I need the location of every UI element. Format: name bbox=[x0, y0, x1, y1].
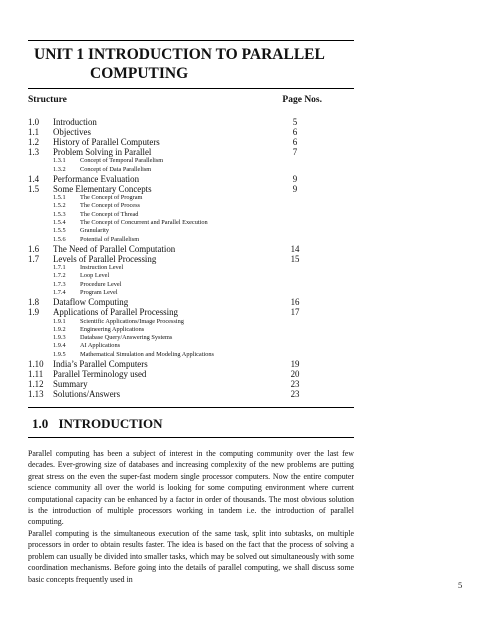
toc-number: 1.5.1 bbox=[53, 194, 66, 202]
toc-page-number: 20 bbox=[290, 369, 300, 380]
top-rule bbox=[28, 40, 354, 41]
toc-number: 1.4 bbox=[28, 173, 40, 184]
toc-number: 1.9.1 bbox=[53, 317, 66, 325]
toc-page-number: 14 bbox=[290, 243, 300, 254]
toc-number: 1.9.4 bbox=[53, 342, 66, 350]
toc-number: 1.10 bbox=[28, 358, 44, 369]
toc-title: Summary bbox=[53, 379, 88, 390]
toc-number: 1.0 bbox=[28, 117, 40, 127]
table-of-contents bbox=[28, 117, 322, 399]
toc-title: Applications of Parallel Processing bbox=[53, 307, 178, 318]
toc-title: Dataflow Computing bbox=[53, 297, 129, 308]
toc-bottom-rule bbox=[28, 407, 354, 408]
toc-page-number: 23 bbox=[290, 379, 300, 390]
toc-title: Potential of Parallelism bbox=[80, 235, 140, 243]
toc-number: 1.9.3 bbox=[53, 334, 66, 342]
toc-number: 1.7 bbox=[28, 254, 40, 265]
toc-number: 1.5.6 bbox=[53, 235, 66, 243]
unit-title-line-1: UNIT 1 INTRODUCTION TO PARALLEL bbox=[34, 46, 325, 63]
toc-page-number: 9 bbox=[292, 173, 298, 184]
paragraph-1: Parallel computing has been a subject of interest in the computing community over the last few decades. Ever-growing size of databases and increasing complexity of the new problems are putting great stress on the even the super-fast modern single processor computers. Now the entire computer science community all over the world is looking for some computing environment where current computational capacity can be enhanced by a factor in order of thousands. The most obvious solution is the introduction of multiple processors working in tandem i.e. the introduction of parallel computing. bbox=[28, 449, 354, 527]
toc-title: Program Level bbox=[80, 289, 118, 297]
structure-header bbox=[28, 95, 322, 105]
toc-title: Performance Evaluation bbox=[53, 173, 140, 184]
toc-page-number: 7 bbox=[292, 147, 298, 158]
toc-entry bbox=[28, 369, 322, 379]
toc-title: The Concept of Concurrent and Parallel Execution bbox=[80, 219, 208, 227]
toc-number: 1.9.2 bbox=[53, 325, 66, 333]
toc-subentry bbox=[28, 264, 322, 272]
toc-title: AI Applications bbox=[80, 342, 121, 350]
toc-page-number: 6 bbox=[292, 127, 298, 138]
toc-title: Problem Solving in Parallel bbox=[53, 147, 152, 158]
toc-entry bbox=[28, 137, 322, 147]
toc-title: History of Parallel Computers bbox=[53, 137, 160, 148]
toc-number: 1.3.2 bbox=[53, 165, 66, 173]
toc-subentry bbox=[28, 236, 322, 244]
toc-number: 1.5.3 bbox=[53, 210, 66, 218]
toc-number: 1.9.5 bbox=[53, 350, 66, 358]
toc-number: 1.5.2 bbox=[53, 202, 66, 210]
toc-entry bbox=[28, 127, 322, 137]
page-nos-heading: Page Nos. bbox=[282, 95, 322, 105]
toc-page-number: 5 bbox=[292, 117, 298, 127]
unit-title bbox=[34, 45, 354, 83]
toc-page-number: 23 bbox=[290, 389, 300, 400]
toc-title: Introduction bbox=[53, 117, 97, 127]
toc-number: 1.5.5 bbox=[53, 227, 66, 235]
toc-subentry bbox=[28, 219, 322, 227]
toc-subentry bbox=[28, 194, 322, 202]
toc-entry bbox=[28, 359, 322, 369]
toc-page-number: 16 bbox=[290, 297, 300, 308]
section-heading: 1.0 INTRODUCTION bbox=[32, 416, 163, 431]
toc-subentry bbox=[28, 342, 322, 350]
toc-subentry bbox=[28, 334, 322, 342]
toc-title: Procedure Level bbox=[80, 280, 122, 288]
toc-entry bbox=[28, 117, 322, 127]
toc-page-number: 15 bbox=[290, 254, 300, 265]
toc-number: 1.7.2 bbox=[53, 272, 66, 280]
toc-number: 1.7.1 bbox=[53, 264, 66, 272]
toc-number: 1.2 bbox=[28, 137, 40, 148]
toc-number: 1.7.4 bbox=[53, 289, 66, 297]
heading-bottom-rule bbox=[28, 437, 354, 438]
toc-title: India’s Parallel Computers bbox=[53, 358, 148, 369]
toc-entry bbox=[28, 254, 322, 264]
toc-title: Scientific Applications/Image Processing bbox=[80, 317, 184, 325]
toc-number: 1.1 bbox=[28, 127, 40, 138]
toc-title: Solutions/Answers bbox=[53, 389, 121, 400]
toc-title: The Concept of Program bbox=[80, 194, 143, 202]
toc-subentry bbox=[28, 211, 322, 219]
toc-entry bbox=[28, 174, 322, 184]
toc-title: Mathematical Simulation and Modeling Applications bbox=[80, 350, 214, 358]
toc-title: Concept of Temporal Parallelism bbox=[80, 157, 164, 165]
toc-title: Some Elementary Concepts bbox=[53, 184, 152, 195]
toc-title: The Need of Parallel Computation bbox=[53, 243, 176, 254]
paragraph-2: Parallel computing is the simultaneous execution of the same task, split into subtasks, on multiple processors in order to obtain results faster. The idea is based on the fact that the process of solving a problem can usually be divided into smaller tasks, which may be solved out simultaneously with some coordination mechanisms. Before going into the details of parallel computing, we shall discuss some basic concepts frequently used in bbox=[28, 529, 354, 584]
toc-page-number: 6 bbox=[292, 137, 298, 148]
unit-title-line-2: COMPUTING bbox=[90, 65, 189, 82]
toc-title: Database Query/Answering Systems bbox=[80, 334, 173, 342]
toc-title: Granularity bbox=[80, 227, 110, 235]
toc-subentry bbox=[28, 351, 322, 359]
toc-subentry bbox=[28, 272, 322, 280]
toc-title: The Concept of Thread bbox=[80, 210, 139, 218]
toc-title: Levels of Parallel Processing bbox=[53, 254, 157, 265]
toc-subentry bbox=[28, 326, 322, 334]
toc-number: 1.8 bbox=[28, 297, 40, 308]
toc-number: 1.3.1 bbox=[53, 157, 66, 165]
toc-entry bbox=[28, 379, 322, 389]
toc-title: Engineering Applications bbox=[80, 325, 145, 333]
toc-number: 1.7.3 bbox=[53, 280, 66, 288]
toc-number: 1.6 bbox=[28, 243, 40, 254]
toc-number: 1.3 bbox=[28, 147, 40, 158]
toc-number: 1.5.4 bbox=[53, 219, 66, 227]
toc-subentry bbox=[28, 202, 322, 210]
toc-title: The Concept of Process bbox=[80, 202, 140, 210]
toc-entry bbox=[28, 389, 322, 399]
toc-entry bbox=[28, 297, 322, 307]
toc-subentry bbox=[28, 281, 322, 289]
toc-subentry bbox=[28, 318, 322, 326]
toc-title: Loop Level bbox=[80, 272, 110, 280]
toc-title: Concept of Data Parallelism bbox=[80, 165, 152, 173]
toc-page-number: 9 bbox=[292, 184, 298, 195]
toc-number: 1.13 bbox=[28, 389, 44, 400]
toc-entry bbox=[28, 184, 322, 194]
toc-entry bbox=[28, 307, 322, 317]
page-number: 5 bbox=[458, 580, 463, 590]
toc-subentry bbox=[28, 227, 322, 235]
toc-page-number: 19 bbox=[290, 358, 300, 369]
toc-subentry bbox=[28, 166, 322, 174]
structure-heading: Structure bbox=[28, 95, 67, 105]
toc-entry bbox=[28, 244, 322, 254]
toc-entry bbox=[28, 147, 322, 157]
toc-number: 1.5 bbox=[28, 184, 40, 195]
toc-page-number: 17 bbox=[290, 307, 300, 318]
toc-subentry bbox=[28, 157, 322, 165]
toc-number: 1.11 bbox=[28, 369, 44, 380]
toc-title: Instruction Level bbox=[80, 264, 124, 272]
toc-number: 1.12 bbox=[28, 379, 44, 390]
toc-title: Parallel Terminology used bbox=[53, 369, 147, 380]
toc-subentry bbox=[28, 289, 322, 297]
title-bottom-rule bbox=[28, 88, 354, 89]
toc-title: Objectives bbox=[53, 127, 91, 138]
toc-number: 1.9 bbox=[28, 307, 40, 318]
